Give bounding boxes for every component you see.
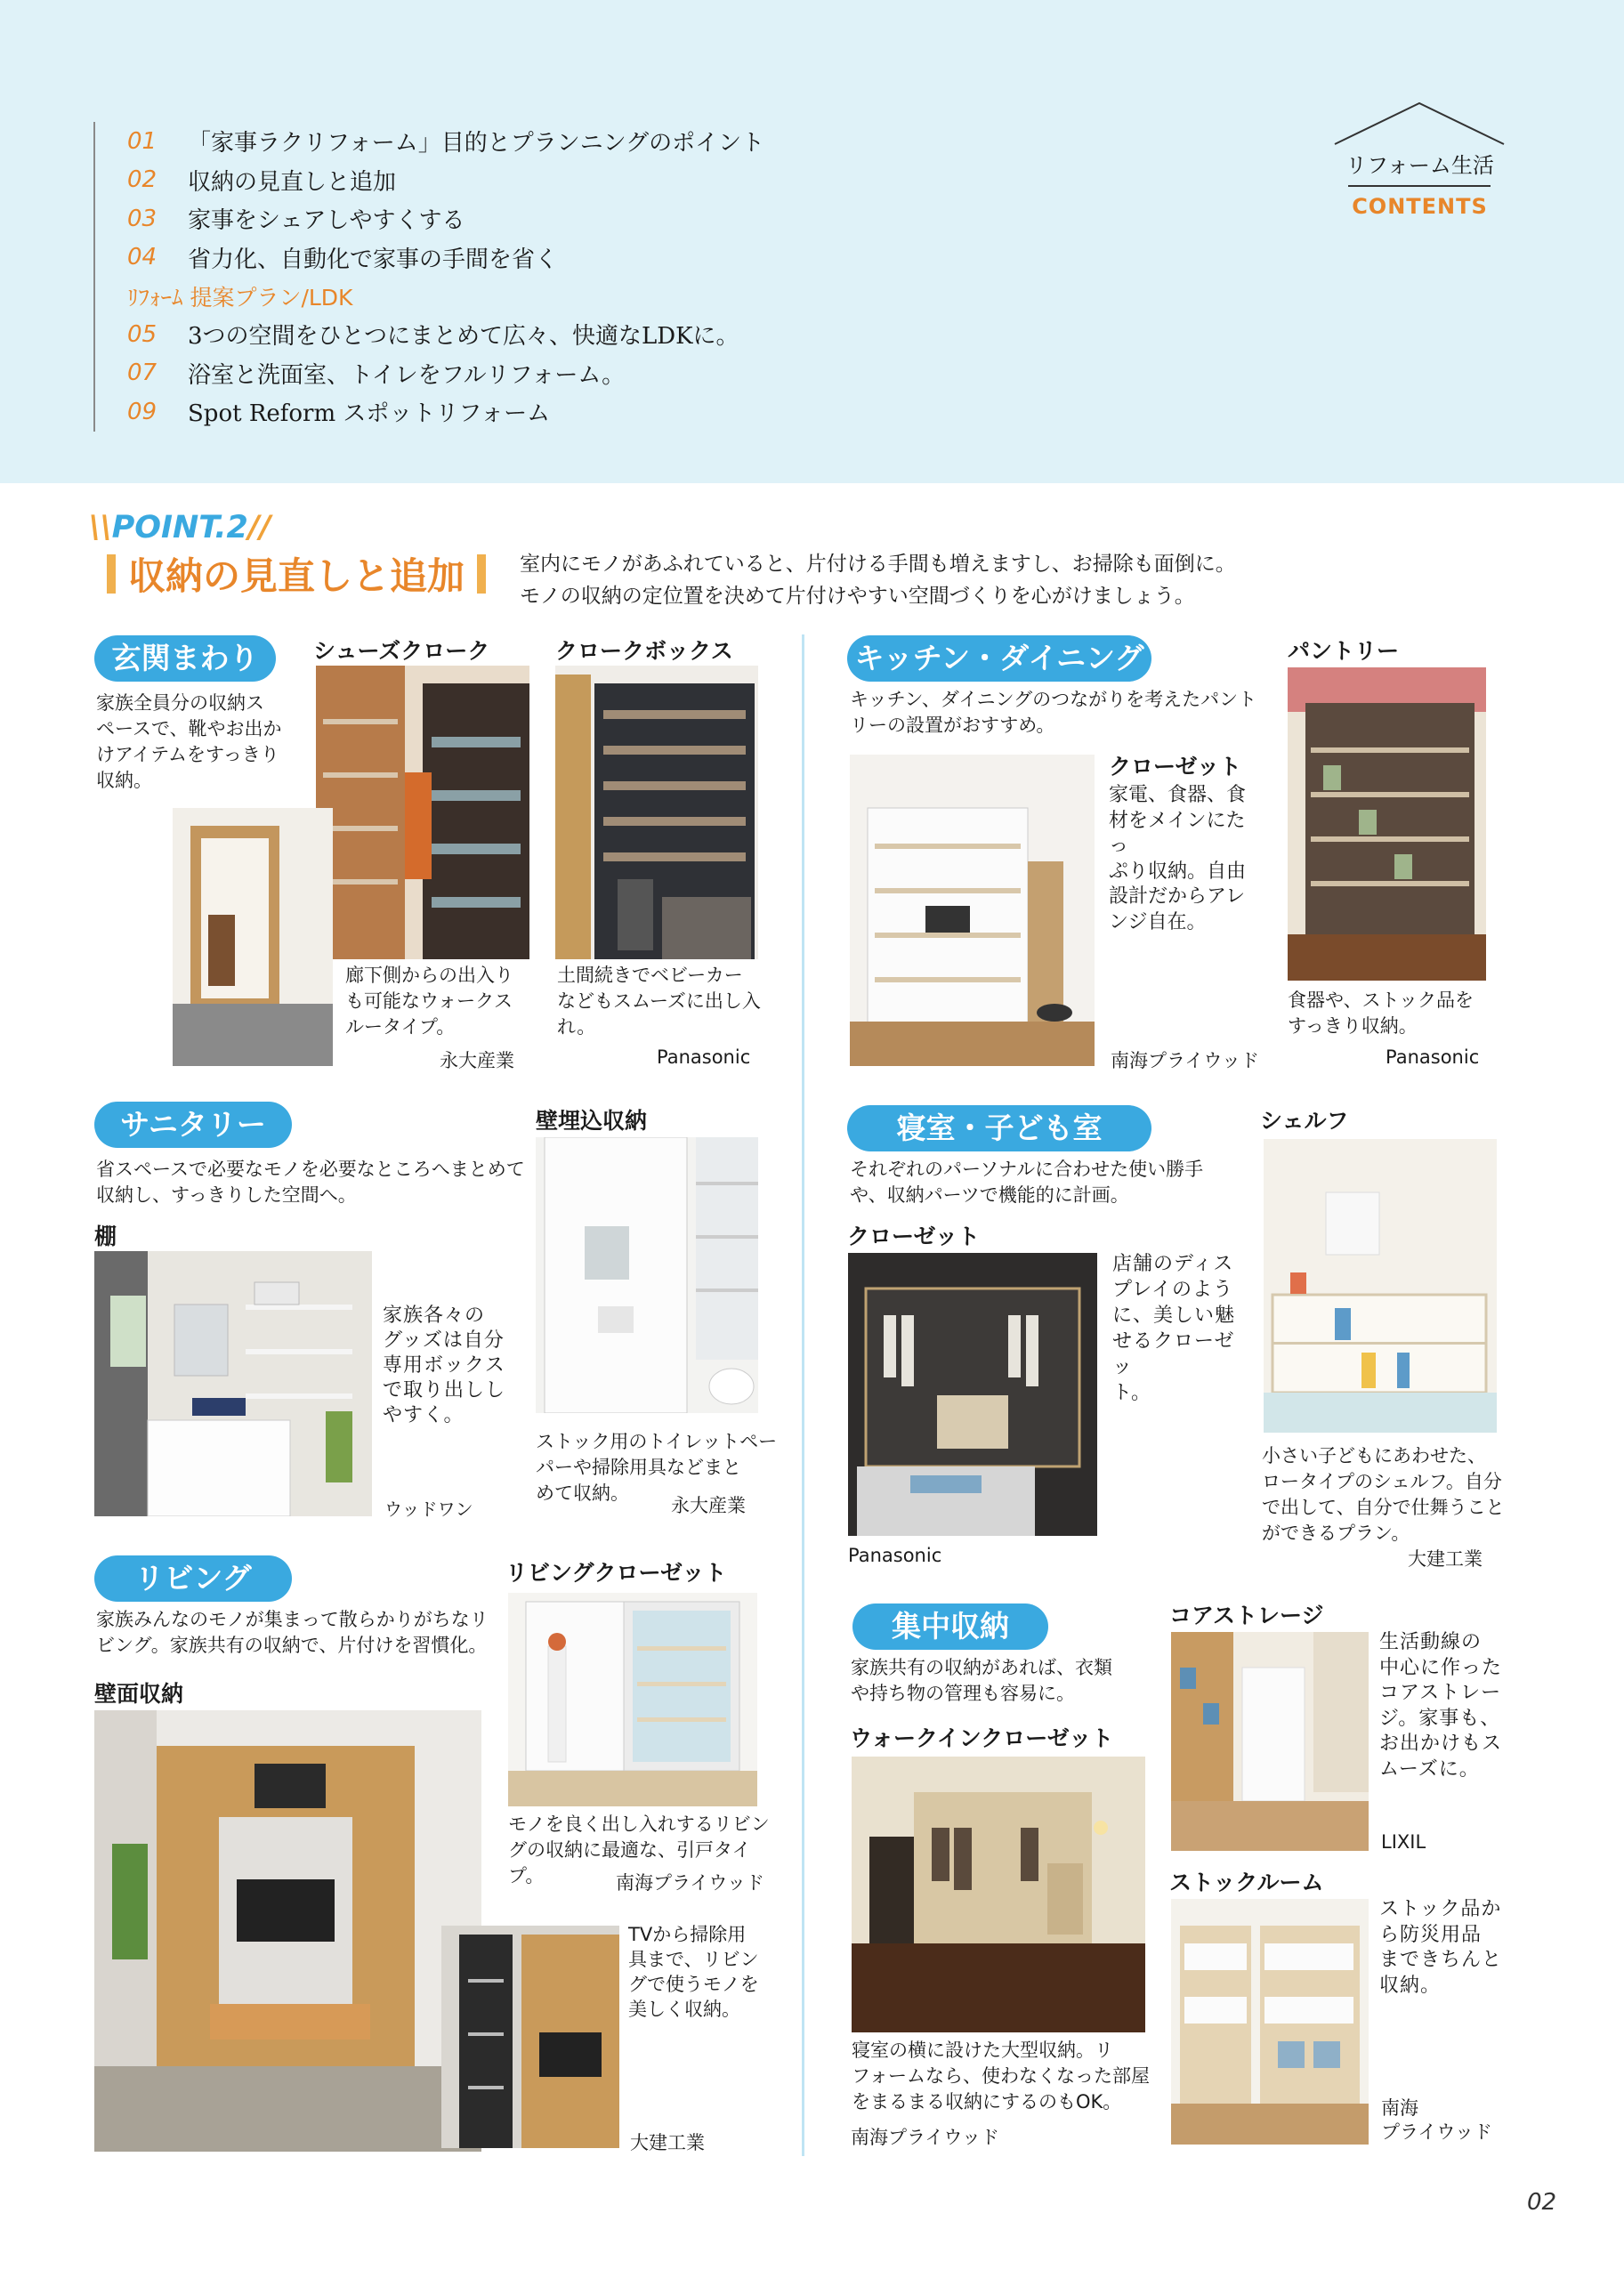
wall-unit-photo	[94, 1710, 481, 2152]
photo-credit: 永大産業	[671, 1495, 746, 1516]
shoes-cloak-title: シューズクローク	[313, 638, 490, 664]
toc-plan-heading[interactable]: ﾘﾌｫｰﾑ 提案プラン/LDK	[127, 284, 353, 311]
pantry-caption: 食器や、ストック品を すっきり収納。	[1288, 990, 1474, 1037]
living-closet-caption: モノを良く出し入れするリビン グの収納に最適な、引戸タイ プ。	[508, 1814, 770, 1886]
shoes-cloak-caption: 廊下側からの出入り も可能なウォークス ルータイプ。	[345, 965, 513, 1038]
kids-shelf-caption: 小さい子どもにあわせた、 ロータイプのシェルフ。自分 で出して、自分で仕舞うこと ができるプラン。	[1262, 1445, 1505, 1544]
wall-unit-title: 壁面収納	[94, 1681, 184, 1707]
bedroom-closet-title: クローゼット	[847, 1224, 981, 1249]
toc-item[interactable]	[127, 238, 894, 278]
photo-credit: Panasonic	[1386, 1046, 1480, 1068]
kitchen-closet-title: クローゼット	[1109, 754, 1242, 780]
kids-shelf-title: シェルフ	[1260, 1108, 1349, 1134]
bedroom-closet-photo	[848, 1253, 1097, 1536]
wall-storage-caption: ストック用のトイレットペー パーや掃除用具などまと めて収納。	[536, 1431, 778, 1504]
central-description: 家族共有の収納があれば、衣類 や持ち物の管理も容易に。	[851, 1657, 1112, 1704]
living-description: 家族みんなのモノが集まって散らかりがちなリ ビング。家族共有の収納で、片付けを習慣化。	[96, 1609, 489, 1656]
cloak-box-caption: 土間続きでベビーカー などもスムーズに出し入 れ。	[557, 965, 761, 1038]
toc-number: 04	[127, 244, 158, 271]
photo-credit: 大建工業	[630, 2132, 705, 2153]
pantry-photo	[1288, 667, 1486, 981]
kitchen-description: キッチン、ダイニングのつながりを考えたパント リーの設置がおすすめ。	[850, 689, 1257, 736]
category-pill-sanitary: サニタリー	[94, 1102, 292, 1148]
sanitary-shelf-caption: 家族各々の グッズは自分 専用ボックス で取り出しし やすく。	[383, 1305, 506, 1426]
toc-number: 07	[127, 359, 158, 387]
contents-badge-title: リフォーム生活	[1345, 153, 1494, 178]
walk-in-closet-photo	[852, 1757, 1145, 2032]
toc-number: 02	[127, 166, 158, 194]
core-storage-caption: 生活動線の 中心に作った コアストレー ジ。家事も、 お出かけもス ムーズに。	[1379, 1631, 1503, 1781]
pantry-title: パントリー	[1288, 638, 1400, 664]
section-intro: 室内にモノがあふれていると、片付ける手間も増えますし、お掃除も面倒に。 モノの収納の定位置を決めて片付けやすい空間づくりを心がけましょう。	[520, 553, 1236, 608]
category-pill-bedroom: 寝室・子ども室	[847, 1105, 1151, 1151]
table-of-contents	[93, 122, 894, 432]
bedroom-description: それぞれのパーソナルに合わせた使い勝手 や、収納パーツで機能的に計画。	[850, 1159, 1204, 1206]
toc-number: 05	[127, 320, 158, 348]
kitchen-closet-photo	[850, 755, 1095, 1066]
toc-item[interactable]	[127, 161, 894, 200]
category-pill-genkan: 玄関まわり	[94, 635, 276, 682]
toc-label: 家事をシェアしやすくする	[188, 207, 465, 235]
toc-item[interactable]	[127, 392, 894, 432]
shelf-title: 棚	[94, 1224, 117, 1249]
sanitary-description: 省スペースで必要なモノを必要なところへまとめて 収納し、すっきりした空間へ。	[96, 1159, 525, 1206]
cloak-box-title: クロークボックス	[555, 638, 733, 664]
cloak-box-photo	[555, 666, 758, 959]
toc-number: 01	[127, 127, 158, 155]
photo-credit: 大建工業	[1408, 1548, 1483, 1570]
kitchen-closet-caption: 家電、食器、食 材をメインにたっ ぷり収納。自由 設計だからアレ ンジ自在。	[1109, 784, 1247, 933]
photo-credit: 永大産業	[440, 1050, 514, 1071]
stock-room-title: ストックルーム	[1169, 1870, 1324, 1895]
kids-shelf-photo	[1264, 1139, 1497, 1433]
photo-credit: 南海プライウッド	[616, 1872, 764, 1894]
page-number: 02	[1527, 2189, 1557, 2216]
photo-credit: Panasonic	[848, 1545, 942, 1566]
photo-credit: LIXIL	[1381, 1831, 1426, 1853]
divider	[1348, 185, 1491, 187]
category-pill-kitchen: キッチン・ダイニング	[847, 635, 1151, 682]
toc-number: 03	[127, 205, 158, 232]
photo-credit: 南海プライウッド	[1111, 1050, 1259, 1071]
photo-credit: Panasonic	[657, 1046, 751, 1068]
wall-storage-title: 壁埋込収納	[536, 1108, 648, 1134]
toc-label: 3つの空間をひとつにまとめて広々、快適なLDKに。	[188, 323, 739, 351]
stock-room-photo	[1171, 1899, 1369, 2145]
category-pill-central: 集中収納	[852, 1603, 1048, 1650]
genkan-description: 家族全員分の収納ス ペースで、靴やお出か けアイテムをすっきり 収納。	[96, 692, 282, 791]
photo-credit: 南海プライウッド	[851, 2127, 999, 2148]
sanitary-shelf-photo	[94, 1251, 372, 1516]
photo-credit: 南海 プライウッド	[1381, 2097, 1492, 2143]
toc-label: 「家事ラクリフォーム」目的とプランニングのポイント	[188, 130, 765, 158]
hallway-entrance-photo	[173, 808, 333, 1066]
wall-storage-photo	[536, 1137, 758, 1413]
toc-item[interactable]	[127, 199, 894, 238]
toc-label: 浴室と洗面室、トイレをフルリフォーム。	[188, 361, 626, 389]
toc-number: 09	[127, 398, 158, 425]
core-storage-title: コアストレージ	[1169, 1603, 1324, 1628]
toc-label: 収納の見直しと追加	[188, 168, 397, 196]
bedroom-closet-caption: 店舗のディス プレイのよう に、美しい魅 せるクローゼッ ト。	[1112, 1253, 1236, 1404]
core-storage-photo	[1171, 1632, 1369, 1851]
toc-item[interactable]	[127, 122, 894, 161]
tv-board-caption: TVから掃除用 具まで、リビン グで使うモノを 美しく収納。	[628, 1924, 759, 2020]
toc-item[interactable]	[127, 354, 894, 393]
stock-room-caption: ストック品か ら防災用品 まできちんと 収納。	[1379, 1898, 1503, 1997]
shoes-cloak-photo	[316, 666, 529, 959]
tv-board-photo	[441, 1926, 619, 2148]
category-pill-living: リビング	[94, 1555, 292, 1602]
walk-in-closet-caption: 寝室の横に設けた大型収納。リ フォームなら、使わなくなった部屋 をまるまる収納にするのもOK。	[852, 2040, 1150, 2112]
walk-in-closet-title: ウォークインクローゼット	[850, 1725, 1114, 1751]
toc-item[interactable]	[127, 315, 894, 354]
photo-credit: ウッドワン	[384, 1498, 473, 1520]
toc-label: 省力化、自動化で家事の手間を省く	[188, 246, 559, 273]
living-closet-photo	[508, 1593, 757, 1806]
toc-label: Spot Reform スポットリフォーム	[188, 400, 551, 428]
column-divider	[802, 634, 804, 2156]
living-closet-title: リビングクローゼット	[505, 1560, 727, 1586]
section-title: 収納の見直しと追加	[94, 552, 498, 596]
contents-badge-label: CONTENTS	[1352, 194, 1488, 219]
point-label: \\POINT.2//	[89, 510, 271, 545]
